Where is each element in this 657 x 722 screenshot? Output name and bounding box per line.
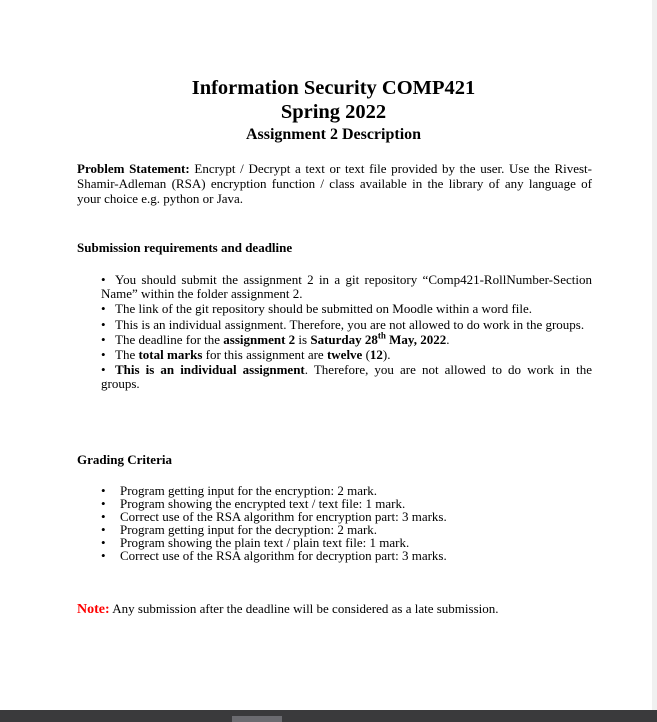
note-label: Note: xyxy=(77,602,110,617)
bullet-icon: • xyxy=(101,347,106,363)
grading-heading: Grading Criteria xyxy=(77,452,172,467)
grading-list xyxy=(101,485,592,562)
list-item: • This is an individual assignment. Therefore, you are not allowed to do work in the groups. xyxy=(101,316,585,332)
bullet-icon: • xyxy=(101,362,106,378)
list-item: • Correct use of the RSA algorithm for encryption part: 3 marks. xyxy=(101,508,447,524)
list-item: • Program showing the plain text / plain text file: 1 mark. xyxy=(101,534,410,550)
list-item: • The link of the git repository should be submitted on Moodle within a word file. xyxy=(101,301,533,317)
document-term: Spring 2022 xyxy=(280,101,387,123)
bullet-icon: • xyxy=(101,521,106,537)
submission-heading: Submission requirements and deadline xyxy=(77,240,293,255)
problem-statement-text: Encrypt / Decrypt a text or text file provided by the user. Use the Rivest-Shamir-Adleman (RSA) encryption function / class available in the library of any language of your choice e.g. python or Java. xyxy=(77,161,592,206)
submission-list xyxy=(101,273,592,393)
bullet-icon: • xyxy=(101,508,106,524)
bullet-icon: • xyxy=(101,547,106,563)
bullet-icon: • xyxy=(101,483,106,498)
bullet-icon: • xyxy=(101,316,106,332)
bullet-icon: • xyxy=(101,495,106,511)
scrollbar-thumb[interactable] xyxy=(232,716,282,722)
problem-statement xyxy=(77,161,592,206)
list-item: • Correct use of the RSA algorithm for decryption part: 3 marks. xyxy=(101,547,447,563)
title-block xyxy=(0,76,657,146)
page-edge xyxy=(652,0,657,710)
document-subtitle: Assignment 2 Description xyxy=(245,126,422,143)
list-item: • Program getting input for the decryption: 2 mark. xyxy=(101,521,378,537)
bullet-icon: • xyxy=(101,534,106,550)
note-paragraph xyxy=(77,601,499,617)
list-item: • The deadline for the assignment 2 is Saturday 28th May, 2022. xyxy=(101,330,450,347)
bullet-icon: • xyxy=(101,272,106,287)
note-text: Any submission after the deadline will be considered as a late submission. xyxy=(109,601,499,616)
horizontal-scrollbar[interactable] xyxy=(0,710,657,722)
problem-statement-label: Problem Statement: xyxy=(77,161,190,176)
list-item: • Program showing the encrypted text / text file: 1 mark. xyxy=(101,495,406,511)
list-item: • The total marks for this assignment are twelve (12). xyxy=(101,347,391,363)
document-title: Information Security COMP421 xyxy=(191,77,476,99)
list-item: • Program getting input for the encryption: 2 mark. xyxy=(101,483,378,498)
bullet-icon: • xyxy=(101,331,106,347)
list-item: • You should submit the assignment 2 in a git repository “Comp421-RollNumber-Section Name” within the folder assignment 2. xyxy=(101,272,592,302)
list-item: • This is an individual assignment. Therefore, you are not allowed to do work in the groups. xyxy=(101,362,592,392)
bullet-icon: • xyxy=(101,301,106,317)
